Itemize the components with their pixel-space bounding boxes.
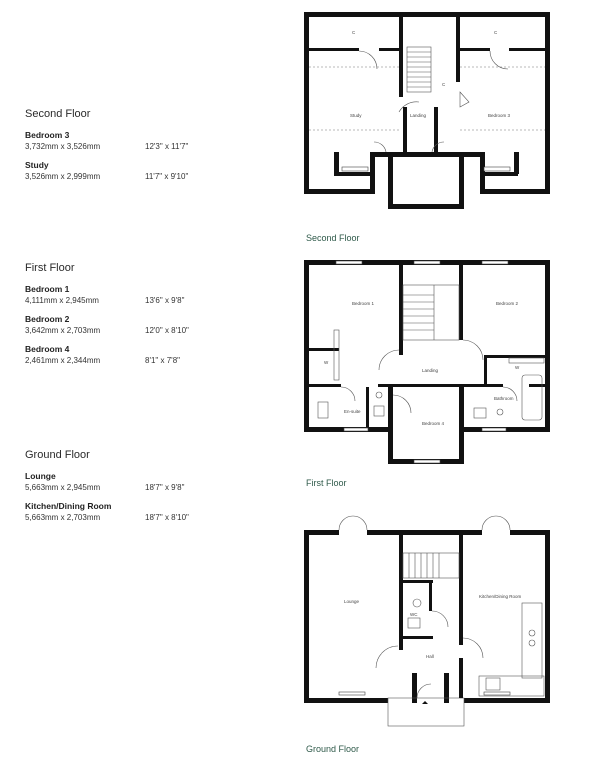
- room-label-lounge: Lounge: [344, 599, 360, 604]
- room-label-ensuite: En-suite: [344, 409, 361, 414]
- closet-label: C: [352, 30, 356, 35]
- room-spec-bedroom1: [25, 284, 275, 314]
- wardrobe-label: W: [515, 365, 520, 370]
- room-label-bedroom2: Bedroom 2: [496, 301, 519, 306]
- second-floor-plan: [304, 12, 550, 217]
- room-label-bedroom3: Bedroom 3: [488, 113, 511, 118]
- room-spec-kitchen-dining: [25, 501, 275, 531]
- room-spec-bedroom3: [25, 130, 275, 160]
- room-imperial: 12'3" x 11'7": [145, 142, 189, 151]
- ground-floor-spec: [25, 449, 275, 531]
- room-name: Bedroom 4: [25, 344, 70, 354]
- room-label-bathroom: Bathroom: [494, 396, 514, 401]
- room-label-study: Study: [350, 113, 362, 118]
- ground-floor-caption: Ground Floor: [306, 744, 360, 754]
- room-imperial: 8'1" x 7'8": [145, 356, 180, 365]
- second-floor-heading: Second Floor: [25, 108, 91, 120]
- first-floor-plan: [304, 260, 550, 465]
- second-floor-caption: Second Floor: [306, 233, 360, 243]
- room-imperial: 18'7" x 9'8": [145, 483, 185, 492]
- room-name: Bedroom 2: [25, 314, 70, 324]
- room-metric: 4,111mm x 2,945mm: [25, 296, 99, 305]
- second-floor-spec: [25, 108, 275, 190]
- room-spec-lounge: [25, 471, 275, 501]
- room-metric: 5,663mm x 2,703mm: [25, 513, 101, 522]
- room-label-bedroom1: Bedroom 1: [352, 301, 375, 306]
- room-metric: 3,732mm x 3,526mm: [25, 142, 101, 151]
- first-floor-caption: First Floor: [306, 478, 347, 488]
- room-imperial: 11'7" x 9'10": [145, 172, 189, 181]
- first-floor-heading: First Floor: [25, 262, 75, 274]
- room-imperial: 12'0" x 8'10": [145, 326, 189, 335]
- room-name: Bedroom 3: [25, 130, 70, 140]
- room-name: Lounge: [25, 471, 56, 481]
- room-metric: 3,526mm x 2,999mm: [25, 172, 101, 181]
- room-name: Study: [25, 160, 49, 170]
- room-label-wc: WC: [410, 612, 418, 617]
- room-label-kitchen-dining: Kitchen/Dining Room: [479, 594, 522, 599]
- room-imperial: 13'6" x 9'8": [145, 296, 185, 305]
- room-metric: 3,642mm x 2,703mm: [25, 326, 101, 335]
- room-metric: 2,461mm x 2,344mm: [25, 356, 101, 365]
- room-name: Kitchen/Dining Room: [25, 501, 112, 511]
- room-spec-study: [25, 160, 275, 190]
- room-label-bedroom4: Bedroom 4: [422, 421, 445, 426]
- closet-label: C: [442, 82, 446, 87]
- room-label-landing: Landing: [422, 368, 439, 373]
- ground-floor-heading: Ground Floor: [25, 449, 90, 461]
- room-spec-bedroom2: [25, 314, 275, 344]
- closet-label: C: [494, 30, 498, 35]
- ground-floor-plan: [304, 508, 550, 730]
- first-floor-spec: [25, 262, 275, 374]
- room-imperial: 18'7" x 8'10": [145, 513, 189, 522]
- room-name: Bedroom 1: [25, 284, 70, 294]
- room-label-landing: Landing: [410, 113, 427, 118]
- room-metric: 5,663mm x 2,945mm: [25, 483, 101, 492]
- room-spec-bedroom4: [25, 344, 275, 374]
- wardrobe-label: W: [324, 360, 329, 365]
- room-label-hall: Hall: [426, 654, 434, 659]
